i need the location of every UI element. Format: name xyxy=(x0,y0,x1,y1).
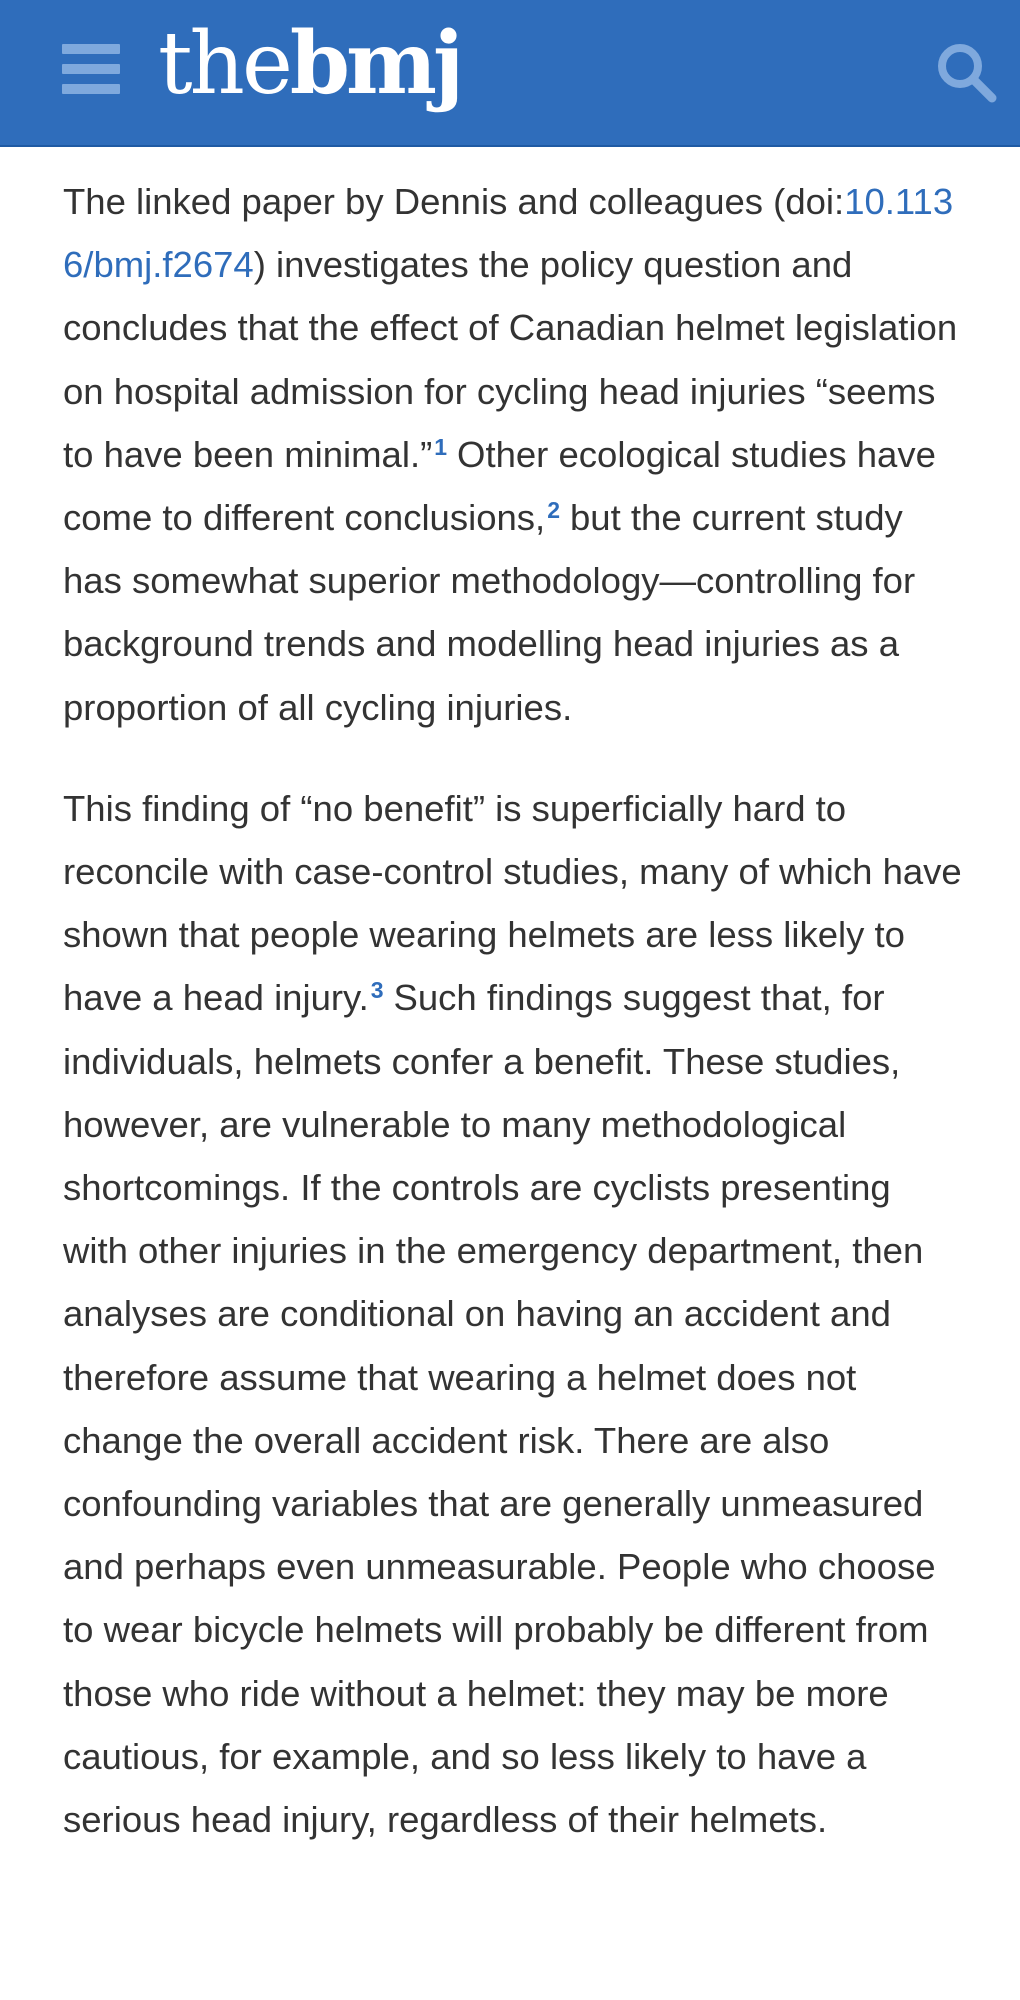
reference-link-2[interactable]: 2 xyxy=(547,497,560,524)
article-body xyxy=(63,170,963,1889)
site-header xyxy=(0,0,1020,147)
hamburger-menu-icon[interactable] xyxy=(62,44,120,94)
paragraph-text: but the current study has somewhat superior methodology—controlling for background trends and modelling head injuries as a proportion of all cycling injuries. xyxy=(63,497,916,728)
article-paragraph-2 xyxy=(63,777,963,1851)
paragraph-text: Other ecological studies have come to different conclusions, xyxy=(63,433,936,539)
paragraph-text: ) investigates the policy question and concludes that the effect of Canadian helmet legislation on hospital admission for cycling head injuries “seems to have been minimal.” xyxy=(63,244,958,475)
logo-text-bmj: bmj xyxy=(289,13,461,114)
logo-text-the: the xyxy=(158,14,290,114)
paragraph-text: This finding of “no benefit” is superficially hard to reconcile with case-control studies, many of which have shown that people wearing helmets are less likely to have a head injury. xyxy=(63,787,962,1019)
menu-bar xyxy=(62,84,120,94)
reference-link-3[interactable]: 3 xyxy=(370,977,384,1004)
doi-link[interactable]: 10.1136/bmj.f2674 xyxy=(63,181,954,286)
menu-bar xyxy=(62,44,120,54)
menu-bar xyxy=(62,64,120,74)
search-icon[interactable] xyxy=(934,40,998,104)
article-paragraph-1 xyxy=(63,170,963,739)
bmj-logo[interactable] xyxy=(158,14,460,114)
paragraph-text: Such findings suggest that, for individuals, helmets confer a benefit. These studies, however, are vulnerable to many methodological shortcomings. If the controls are cyclists presenting with other injuries in the emergency department, then analyses are conditional on having an accident and therefore assume that wearing a helmet does not change the overall accident risk. There are also confounding variables that are generally unmeasured and perhaps even unmeasurable. People who choose to wear bicycle helmets will probably be different from those who ride without a helmet: they may be more cautious, for example, and so less likely to have a serious head injury, regardless of their helmets. xyxy=(63,977,936,1841)
reference-link-1[interactable]: 1 xyxy=(434,433,448,460)
paragraph-text: The linked paper by Dennis and colleagues (doi: xyxy=(63,181,845,222)
